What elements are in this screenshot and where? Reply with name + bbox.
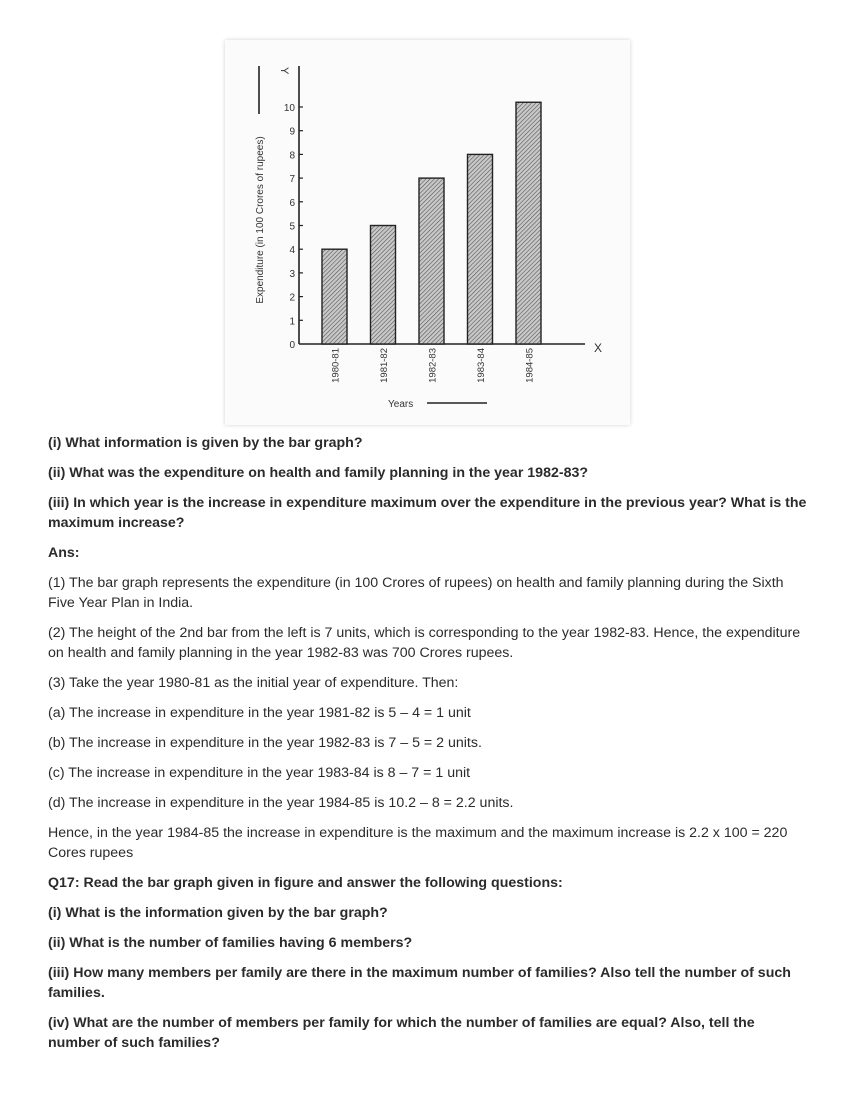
ans-label: Ans: — [48, 545, 80, 561]
x-tick-label: 1984-85 — [524, 348, 536, 383]
answer-conclusion: Hence, in the year 1984-85 the increase in expenditure is the maximum and the maximum increase is 2.2 x 100 = 220 Cores rupees — [48, 825, 788, 861]
y-tick-label: 8 — [289, 150, 295, 162]
bar — [371, 226, 396, 345]
x-tick-label: 1983-84 — [476, 348, 487, 383]
y-tick-label: 4 — [289, 245, 295, 257]
question-1-iii: (iii) In which year is the increase in expenditure maximum over the expenditure in the previous year? What is the maximum increase? — [48, 495, 807, 531]
answer-2: (2) The height of the 2nd bar from the left is 7 units, which is corresponding to the year 1982-83. Hence, the expenditure on health and family planning in the year 1982-83 was 700 Crores rupees. — [48, 625, 801, 661]
y-tick-label: 5 — [289, 221, 295, 233]
y-tick-label: 7 — [289, 174, 295, 186]
answer-3: (3) Take the year 1980-81 as the initial year of expenditure. Then: — [48, 675, 459, 691]
bar — [322, 249, 347, 344]
q17-title: Q17: Read the bar graph given in figure and answer the following questions: — [48, 875, 563, 891]
y-tick-label: 9 — [289, 126, 295, 138]
question-2-iv: (iv) What are the number of members per family for which the number of families are equal? Also, tell the number of such families? — [48, 1015, 755, 1051]
question-2-iii: (iii) How many members per family are there in the maximum number of families? Also tell the number of such families. — [48, 965, 791, 1001]
answer-3d: (d) The increase in expenditure in the year 1984-85 is 10.2 – 8 = 2.2 units. — [48, 795, 514, 811]
answer-3c: (c) The increase in expenditure in the year 1983-84 is 8 – 7 = 1 unit — [48, 765, 471, 781]
bar-chart — [225, 40, 630, 425]
x-tick-label: 1980-81 — [330, 348, 342, 383]
bar-chart-figure — [225, 40, 630, 425]
bar — [419, 178, 444, 344]
x-axis-label: Years — [388, 399, 414, 410]
y-tick-label: 0 — [289, 340, 295, 351]
bar — [516, 102, 541, 344]
question-2-ii: (ii) What is the number of families having 6 members? — [48, 935, 413, 951]
y-axis-letter: Y — [278, 67, 290, 75]
x-axis-letter: X — [594, 341, 603, 355]
y-tick-label: 2 — [289, 292, 295, 304]
y-tick-label: 10 — [283, 103, 295, 114]
x-tick-label: 1981-82 — [379, 348, 390, 383]
y-tick-label: 1 — [289, 316, 295, 328]
x-tick-label: 1982-83 — [427, 348, 439, 383]
question-1-i: (i) What information is given by the bar graph? — [48, 435, 363, 451]
y-tick-label: 6 — [289, 197, 295, 209]
question-1-ii: (ii) What was the expenditure on health and family planning in the year 1982-83? — [48, 465, 589, 481]
answer-1: (1) The bar graph represents the expenditure (in 100 Crores of rupees) on health and family planning during the Sixth Five Year Plan in India. — [48, 575, 784, 611]
y-axis-label: Expenditure (in 100 Crores of rupees) — [255, 136, 266, 304]
answer-3a: (a) The increase in expenditure in the year 1981-82 is 5 – 4 = 1 unit — [48, 705, 471, 721]
question-2-i: (i) What is the information given by the bar graph? — [48, 905, 388, 921]
y-tick-label: 3 — [289, 268, 295, 280]
bar — [468, 154, 493, 344]
answer-3b: (b) The increase in expenditure in the year 1982-83 is 7 – 5 = 2 units. — [48, 735, 482, 751]
